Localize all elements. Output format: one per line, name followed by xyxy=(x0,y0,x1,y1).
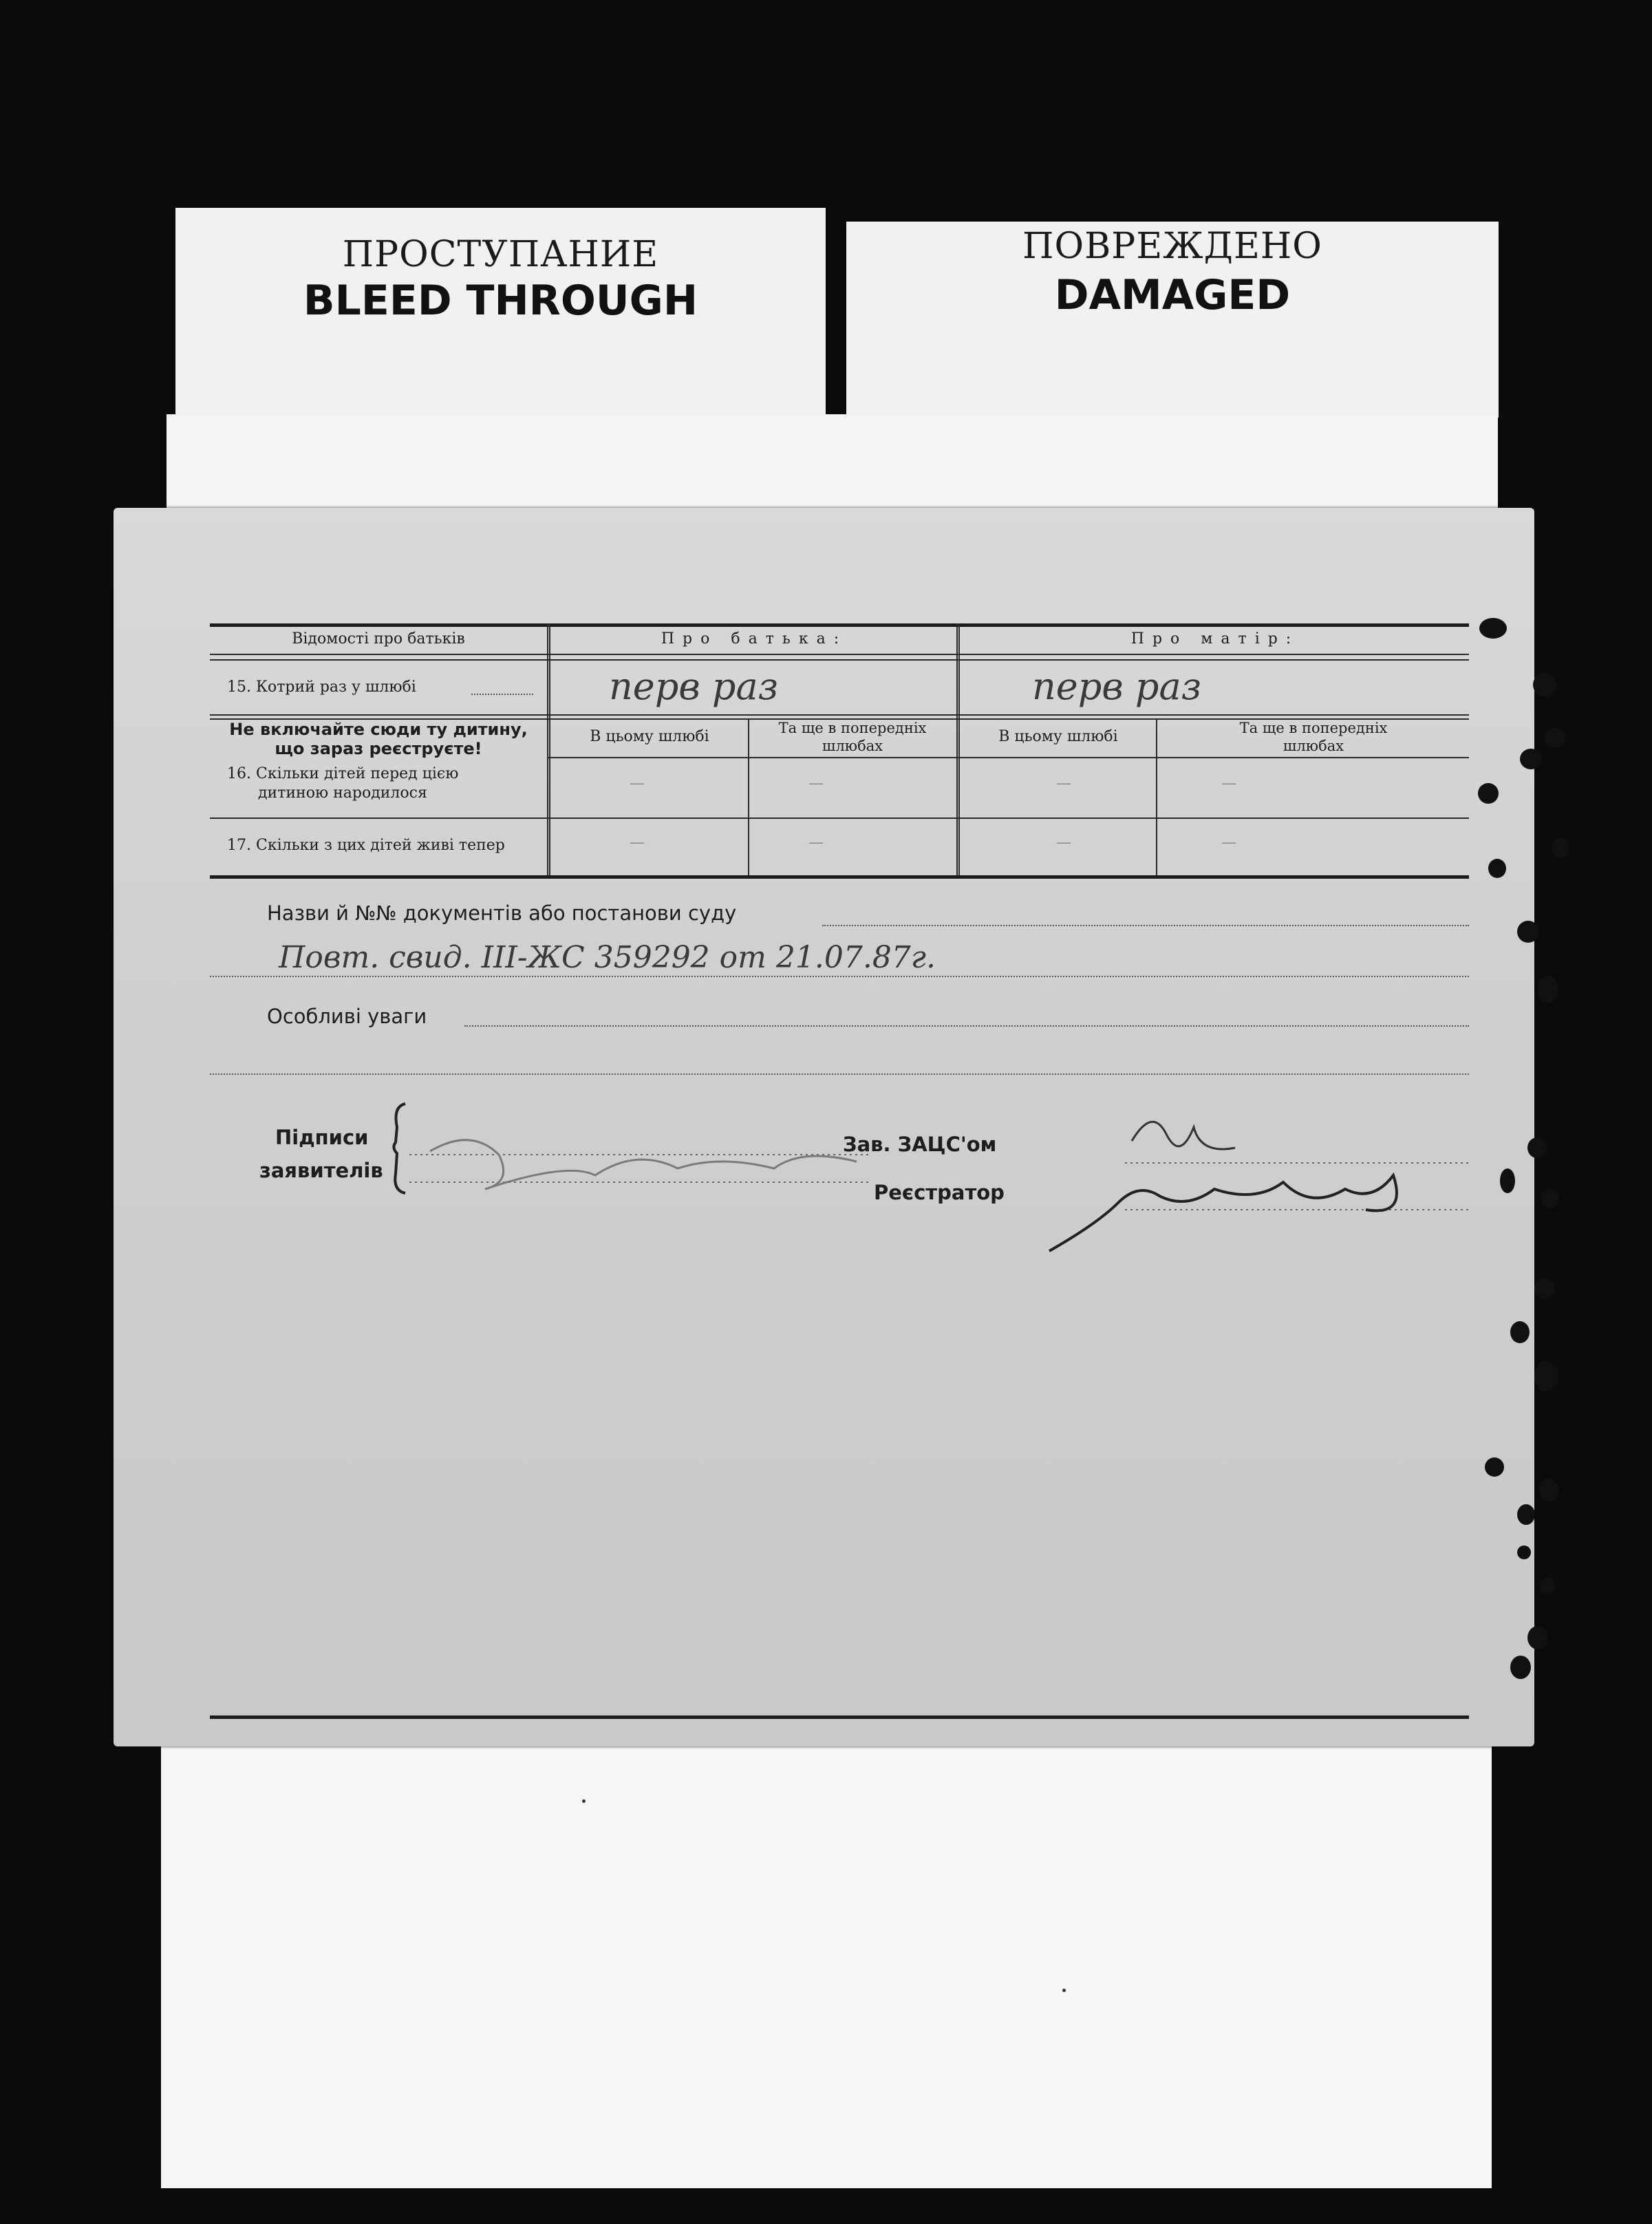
damage-hole xyxy=(1538,976,1558,1003)
bleed-through-ru-label: ПРОСТУПАНИЕ xyxy=(342,234,659,275)
head-label: Зав. ЗАЦС'ом xyxy=(843,1133,997,1156)
head-signature xyxy=(1132,1122,1235,1149)
row17-father-this: — xyxy=(630,834,645,851)
bleed-through-en-label: BLEED THROUGH xyxy=(303,277,698,325)
damage-hole xyxy=(1545,728,1565,747)
damage-hole xyxy=(1540,1578,1555,1594)
table-rule xyxy=(548,757,1469,758)
header-father: Про батька: xyxy=(661,630,848,648)
damage-hole xyxy=(1520,749,1542,769)
row17-mother-this: — xyxy=(1056,834,1071,851)
leader-dots xyxy=(471,694,533,695)
subheader-father-this-marriage: В цьому шлюбі xyxy=(590,728,709,745)
damage-hole xyxy=(1510,1656,1531,1679)
remarks-dots xyxy=(464,1025,1469,1027)
damage-hole xyxy=(1517,921,1539,943)
registration-form-sheet xyxy=(114,508,1534,1746)
damage-hole xyxy=(1527,1137,1547,1158)
damage-hole xyxy=(1552,838,1569,857)
bleed-through-card xyxy=(175,208,826,414)
subheader-father-prev-1: Та ще в попередніх xyxy=(778,720,927,736)
damage-hole xyxy=(1488,859,1506,878)
damage-hole xyxy=(1527,1626,1548,1649)
subheader-mother-prev-2: шлюбах xyxy=(1283,738,1344,754)
row16-father-prev: — xyxy=(808,775,824,792)
row15-label: 15. Котрий раз у шлюбі xyxy=(227,678,416,696)
table-col-divider xyxy=(547,623,550,875)
row16-mother-prev: — xyxy=(1221,775,1236,792)
table-rule xyxy=(210,654,1469,655)
subheader-father-prev-2: шлюбах xyxy=(822,738,883,754)
remarks-label: Особливі уваги xyxy=(267,1005,427,1028)
registrar-label: Реєстратор xyxy=(874,1181,1005,1204)
documents-dots xyxy=(822,925,1469,926)
damaged-card xyxy=(846,222,1499,418)
table-rule xyxy=(210,659,1469,661)
table-top-rule xyxy=(210,623,1469,627)
damage-hole xyxy=(1533,673,1556,696)
documents-dots-2 xyxy=(210,976,1469,977)
damaged-ru-label: ПОВРЕЖДЕНО xyxy=(1022,226,1322,267)
row16-label-2: дитиною народилося xyxy=(258,784,427,802)
damage-hole xyxy=(1479,618,1507,639)
row17-label: 17. Скільки з цих дітей живі тепер xyxy=(227,837,505,854)
bottom-rule xyxy=(210,1715,1469,1719)
row16-mother-this: — xyxy=(1056,775,1071,792)
note-line-1: Не включайте сюди ту дитину, xyxy=(229,720,528,739)
table-rule xyxy=(210,714,1469,716)
damage-hole xyxy=(1539,1478,1558,1501)
remarks-dots-2 xyxy=(210,1073,1469,1075)
table-col-divider xyxy=(1156,718,1157,875)
damage-hole xyxy=(1541,1189,1559,1208)
subheader-mother-prev-1: Та ще в попередніх xyxy=(1239,720,1388,736)
backing-sheet-bottom xyxy=(161,1741,1492,2188)
damage-hole xyxy=(1534,1279,1555,1299)
table-col-divider xyxy=(956,623,960,875)
speck xyxy=(1062,1989,1066,1992)
damage-hole xyxy=(1517,1504,1535,1525)
header-parents-info: Відомості про батьків xyxy=(292,630,465,648)
table-bottom-rule xyxy=(210,875,1469,879)
table-rule xyxy=(210,817,1469,819)
damaged-en-label: DAMAGED xyxy=(1054,271,1291,319)
damage-hole xyxy=(1534,1361,1558,1391)
row17-father-prev: — xyxy=(808,834,824,851)
row15-father-value: перв раз xyxy=(609,665,779,708)
applicants-label-2: заявителів xyxy=(259,1159,383,1182)
signature-area-drawing xyxy=(389,1100,1490,1258)
subheader-mother-this-marriage: В цьому шлюбі xyxy=(998,728,1118,745)
damage-hole xyxy=(1485,1457,1504,1477)
documents-label: Назви й №№ документів або постанови суду xyxy=(267,901,737,925)
documents-value: Повт. свид. III-ЖС 359292 от 21.07.87г. xyxy=(279,940,936,975)
registrar-signature xyxy=(1049,1175,1397,1251)
damage-hole xyxy=(1517,1546,1531,1559)
damage-hole xyxy=(1478,783,1499,804)
row16-father-this: — xyxy=(630,775,645,792)
backing-sheet-top xyxy=(167,414,1498,511)
applicants-label-1: Підписи xyxy=(275,1126,369,1149)
row17-mother-prev: — xyxy=(1221,834,1236,851)
damage-hole xyxy=(1510,1321,1530,1343)
header-mother: Про матір: xyxy=(1130,630,1300,648)
row15-mother-value: перв раз xyxy=(1032,665,1202,708)
row16-label-1: 16. Скільки дітей перед цією xyxy=(227,765,459,782)
damage-hole xyxy=(1500,1168,1515,1193)
speck xyxy=(582,1799,586,1803)
note-line-2: що зараз реєструєте! xyxy=(275,739,482,758)
applicants-brace xyxy=(394,1104,405,1193)
